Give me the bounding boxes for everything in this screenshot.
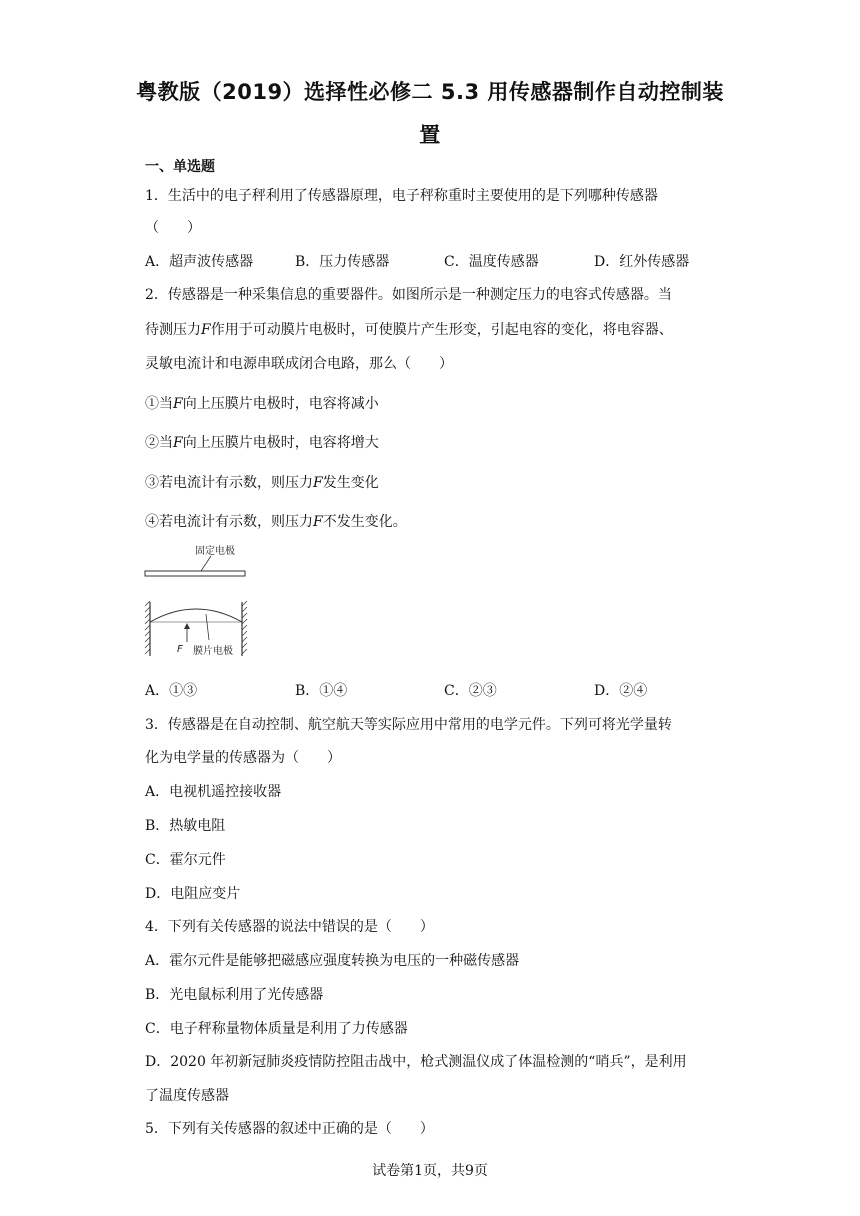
q5-stem: 5．下列有关传感器的叙述中正确的是（ ） [145,1121,434,1137]
q4-stem: 4．下列有关传感器的说法中错误的是（ ） [145,919,434,935]
q2-stem-line3: 灵敏电流计和电源串联成闭合电路，那么（ ） [145,356,453,372]
q2-option-a: A．①③ [145,683,198,699]
q2-s3-pre: ③若电流计有示数，则压力 [145,475,313,491]
q3-stem-line2: 化为电学量的传感器为（ ） [145,750,341,766]
diaphragm-electrode-label: 膜片电极 [193,646,233,657]
q3-stem-line1: 3．传感器是在自动控制、航空航天等实际应用中常用的电学元件。下列可将光学量转 [145,717,672,733]
q2-statement-1 [145,394,379,414]
q2-s1-post: 向上压膜片电极时，电容将减小 [182,396,379,412]
q3-option-b: B．热敏电阻 [145,818,226,834]
q1-option-b: B．压力传感器 [295,254,390,270]
q3-option-c: C．霍尔元件 [145,852,226,868]
page-footer: 试卷第1页，共9页 [372,1163,488,1179]
page-title-line1: 粤教版（2019）选择性必修二 5.3 用传感器制作自动控制装 [136,80,724,104]
q2-s2-post: 向上压膜片电极时，电容将增大 [182,435,379,451]
q1-option-d: D．红外传感器 [594,254,690,270]
force-label: F [177,644,183,655]
q4-option-d-line1: D．2020 年初新冠肺炎疫情防控阻击战中，枪式测温仪成了体温检测的“哨兵”，是利用 [145,1054,687,1070]
q3-option-d: D．电阻应变片 [145,886,241,902]
q2-stem-line2 [145,320,673,340]
q4-option-d-line2: 了温度传感器 [145,1088,229,1104]
q2-s2-pre: ②当 [145,435,173,451]
q2-s2-var: F [173,435,183,451]
q2-statement-4 [145,512,407,532]
q2-s1-var: F [173,396,183,412]
q4-option-a: A．霍尔元件是能够把磁感应强度转换为电压的一种磁传感器 [145,953,520,969]
q2-option-d: D．②④ [594,683,648,699]
capacitor-sensor-diagram [143,542,249,662]
q3-option-a: A．电视机遥控接收器 [145,784,282,800]
q2-stem2-post: 作用于可动膜片电极时，可使膜片产生形变，引起电容的变化，将电容器、 [210,322,673,338]
force-arrow-head [184,623,190,629]
q2-s4-pre: ④若电流计有示数，则压力 [145,514,313,530]
q2-s3-post: 发生变化 [322,475,379,491]
q2-stem-line1: 2．传感器是一种采集信息的重要器件。如图所示是一种测定压力的电容式传感器。当 [145,287,672,303]
q2-option-b: B．①④ [295,683,348,699]
q2-s4-post: 不发生变化。 [322,514,407,530]
q4-option-b: B．光电鼠标利用了光传感器 [145,987,324,1003]
section-heading: 一、单选题 [145,159,215,175]
q1-option-c: C．温度传感器 [444,254,539,270]
q1-stem-line1: 1．生活中的电子秤利用了传感器原理，电子秤称重时主要使用的是下列哪种传感器 [145,188,658,204]
left-wall-hatch [145,601,150,654]
diaphragm-leader [206,614,209,640]
q1-option-a: A．超声波传感器 [145,254,254,270]
q1-stem-line2: （ ） [145,220,201,236]
q2-statement-2 [145,433,379,453]
page-title-line2: 置 [419,123,441,147]
fixed-electrode-label: 固定电极 [195,546,235,557]
q2-option-c: C．②③ [444,683,497,699]
fixed-electrode-leader [201,556,211,571]
q2-s1-pre: ①当 [145,396,173,412]
q2-s3-var: F [313,475,323,491]
q2-stem2-var: F [201,322,211,338]
right-wall-hatch [242,601,247,654]
fixed-electrode-plate [145,571,245,576]
diaphragm-electrode [150,609,242,622]
q4-option-c: C．电子秤称量物体质量是利用了力传感器 [145,1021,408,1037]
q2-statement-3 [145,473,379,493]
q2-s4-var: F [313,514,323,530]
q2-stem2-pre: 待测压力 [145,322,201,338]
